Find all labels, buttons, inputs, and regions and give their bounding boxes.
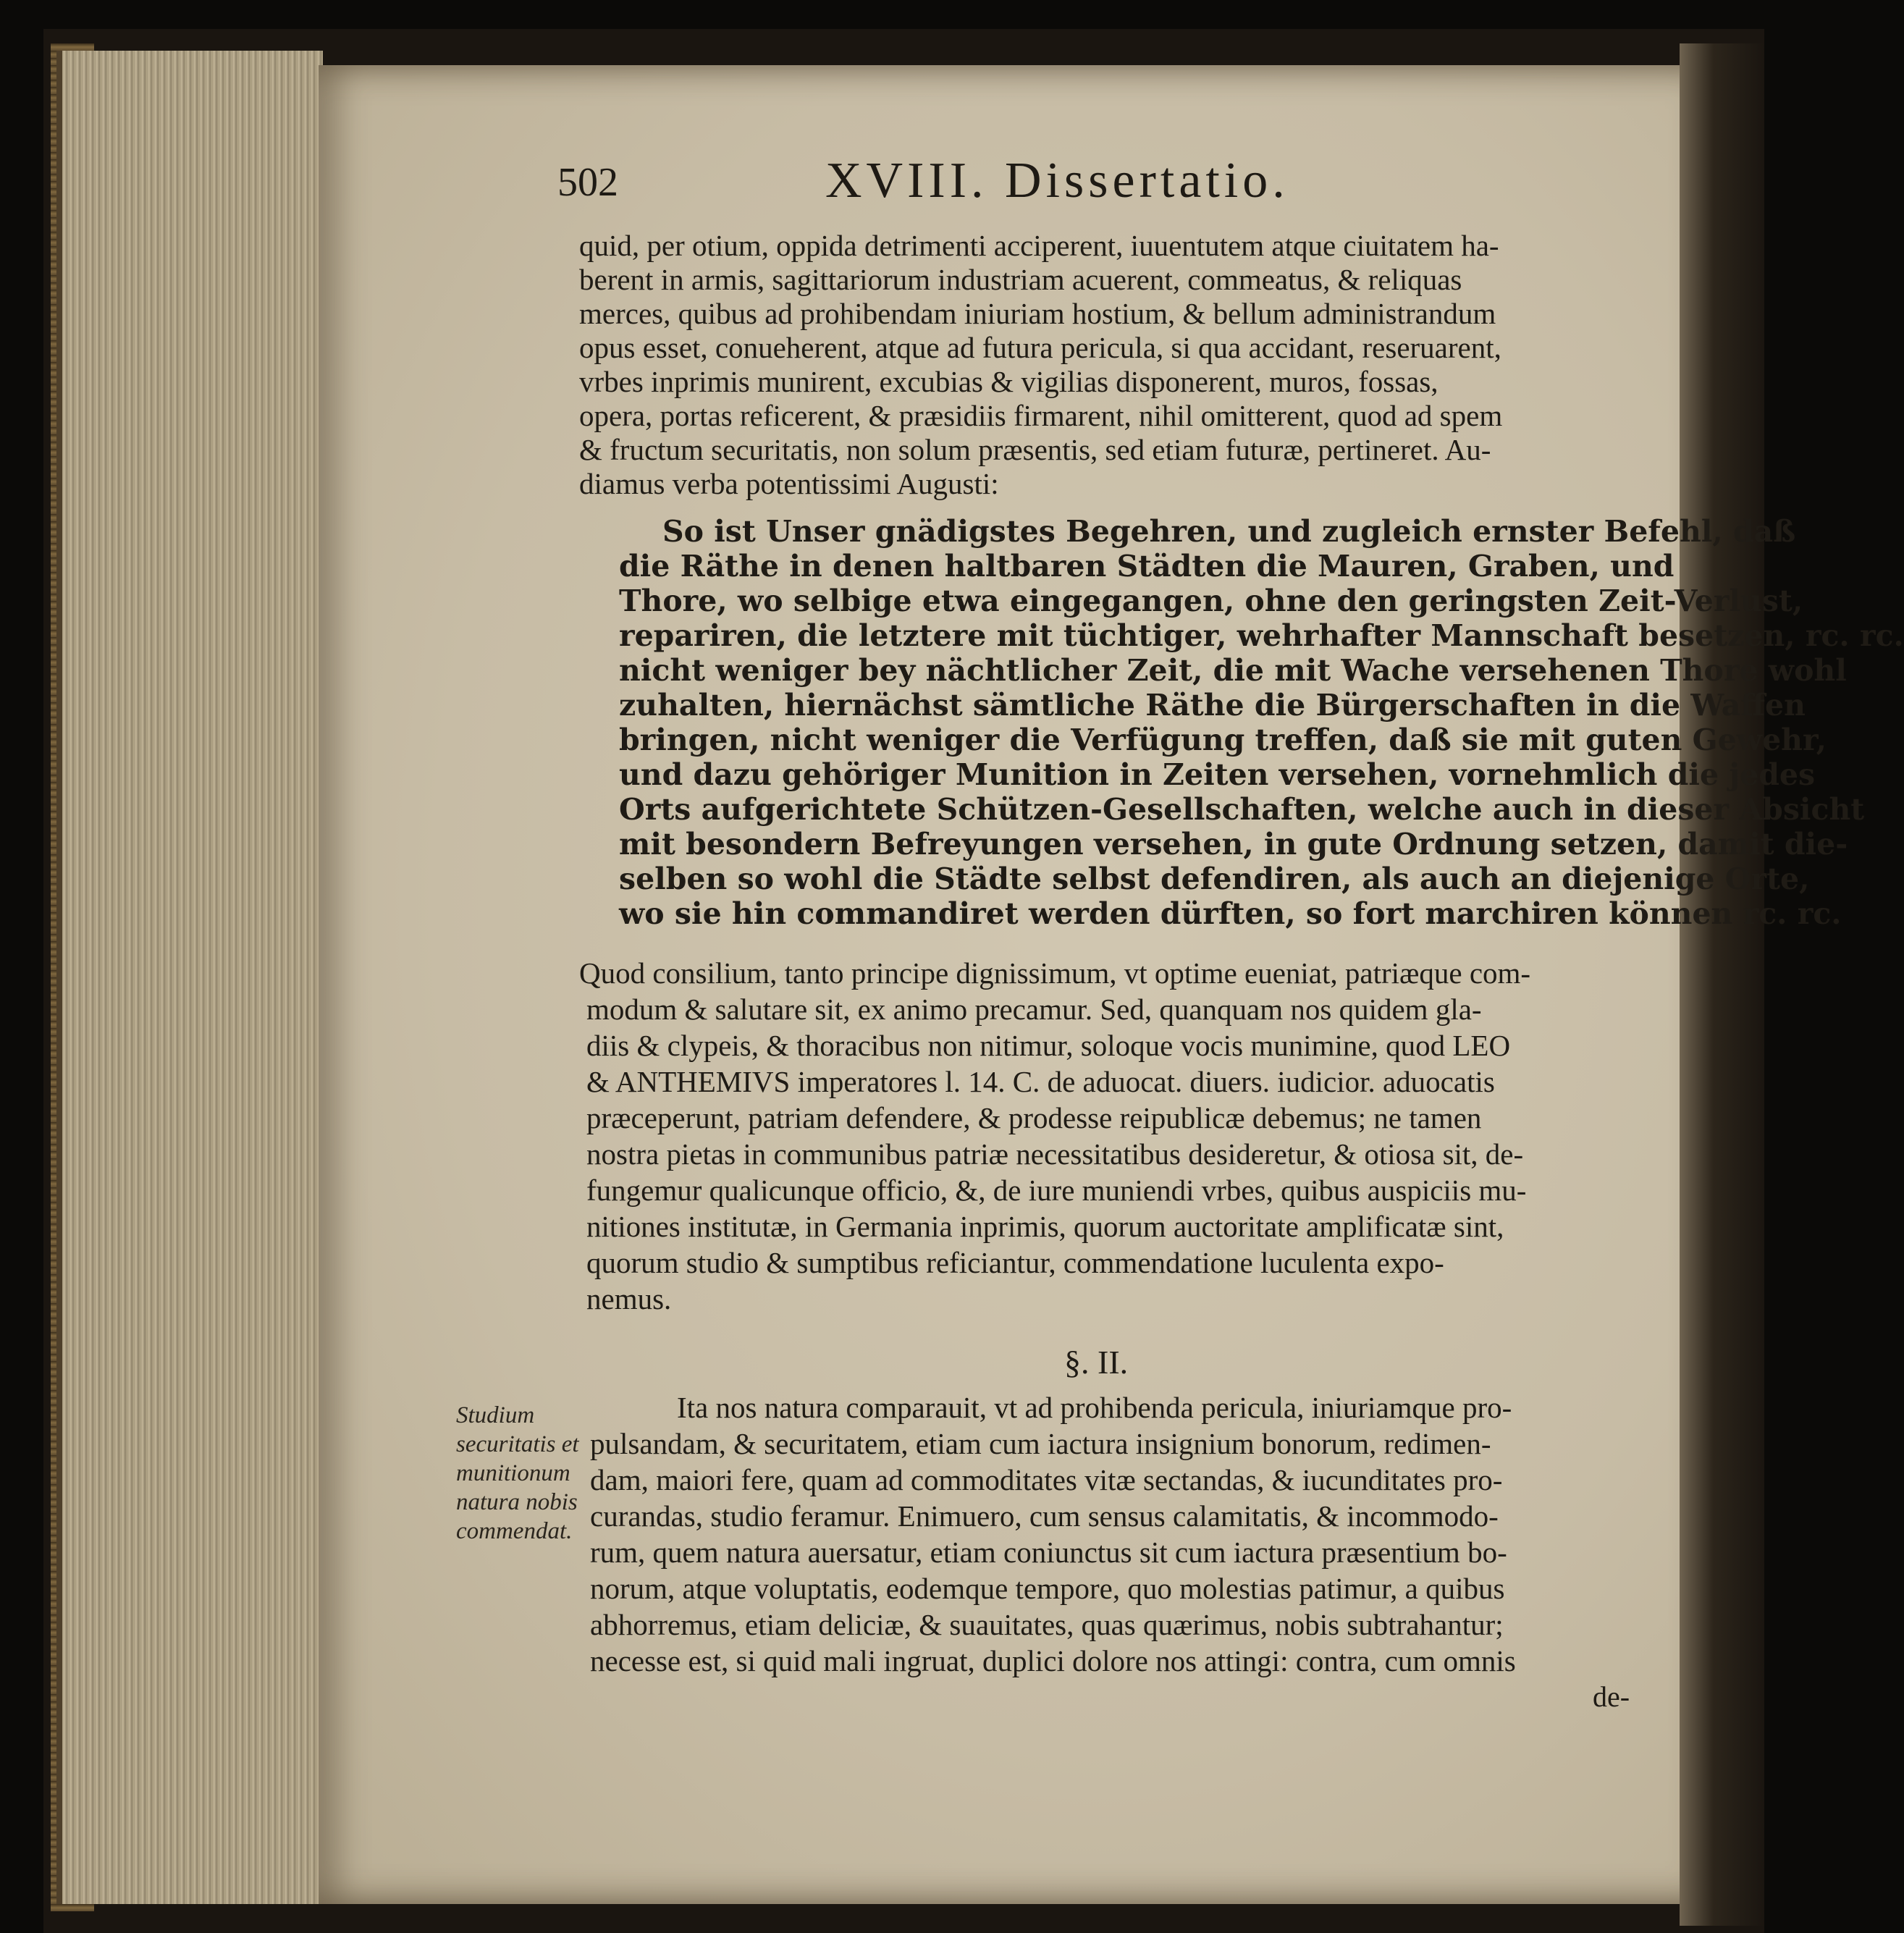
text-line: rum, quem natura auersatur, etiam coniunctus sit cum iactura præsentium bo- [590,1536,1507,1569]
text-line: vrbes inprimis munirent, excubias & vigilias disponerent, muros, fossas, [579,365,1438,398]
text-line: selben so wohl die Städte selbst defendiren, als auch an diejenige Orte, [619,862,1810,896]
margin-note-line: commendat. [456,1518,573,1544]
text-line: quorum studio & sumptibus reficiantur, commendatione luculenta expo- [586,1246,1444,1279]
text-line: So ist Unser gnädigstes Begehren, und zugleich ernster Befehl, daß [662,514,1796,549]
text-line: nemus. [586,1282,672,1315]
text-line: zuhalten, hiernächst sämtliche Räthe die Bürgerschaften in die Waffen [619,688,1806,723]
text-line: nicht weniger bey nächtlicher Zeit, die mit Wache versehenen Thore wohl [619,653,1847,688]
text-line: præceperunt, patriam defendere, & prodesse reipublicæ debemus; ne tamen [586,1101,1482,1134]
catchword: de- [1593,1680,1630,1713]
text-line: Ita nos natura comparauit, vt ad prohibenda pericula, iniuriamque pro- [677,1391,1512,1424]
text-line: diamus verba potentissimi Augusti: [579,467,999,500]
text-line: Quod consilium, tanto principe dignissimum, vt optime eueniat, patriæque com- [579,956,1531,990]
paragraph-2 [579,956,1636,1332]
margin-note-line: natura nobis [456,1489,578,1515]
page-header [557,152,1426,217]
section-heading: §. II. [1064,1344,1129,1381]
text-line: merces, quibus ad prohibendam iniuriam hostium, & bellum administrandum [579,297,1496,330]
text-line: Thore, wo selbige etwa eingegangen, ohne den geringsten Zeit-Verlust, [619,584,1803,618]
text-line: necesse est, si quid mali ingruat, duplici dolore nos attingi: contra, cum omnis [590,1644,1516,1677]
margin-note [456,1401,579,1546]
text-line: norum, atque voluptatis, eodemque tempore, quo molestias patimur, a quibus [590,1572,1505,1605]
paragraph-3 [590,1390,1640,1694]
text-line: bringen, nicht weniger die Verfügung treffen, daß sie mit guten Gewehr, [619,723,1827,757]
page-number: 502 [557,160,618,205]
text-line: und dazu gehöriger Munition in Zeiten versehen, vornehmlich die jedes [619,757,1816,792]
text-line: nitiones institutæ, in Germania inprimis, quorum auctoritate amplificatæ sint, [586,1210,1504,1243]
text-line: quid, per otium, oppida detrimenti acciperent, iuuentutem atque ciuitatem ha- [579,229,1499,262]
text-line: dam, maiori fere, quam ad commoditates vitæ sectandas, & iucunditates pro- [590,1463,1503,1496]
margin-note-line: securitatis et [456,1431,579,1457]
text-line: nostra pietas in communibus patriæ necessitatibus desideretur, & otiosa sit, de- [586,1137,1524,1171]
text-line: diis & clypeis, & thoracibus non nitimur, soloque vocis munimine, quod LEO [586,1029,1511,1062]
margin-note-line: Studium [456,1402,535,1428]
running-title: XVIII. Dissertatio. [825,153,1289,209]
text-line: repariren, die letztere mit tüchtiger, wehrhafter Mannschaft besetzen, rc. rc. [619,618,1904,653]
book-gutter [1680,43,1764,1926]
text-line: fungemur qualicunque officio, &, de iure muniendi vrbes, quibus auspiciis mu- [586,1174,1527,1207]
paragraph-1 [579,228,1636,518]
text-line: berent in armis, sagittariorum industriam acuerent, commeatus, & reliquas [579,263,1462,296]
text-line: die Räthe in denen haltbaren Städten die Mauren, Graben, und [619,549,1675,584]
text-line: wo sie hin commandiret werden dürften, so fort marchiren können rc. rc. [619,896,1842,931]
margin-note-line: munitionum [456,1460,570,1486]
text-line: & ANTHEMIVS imperatores l. 14. C. de aduocat. diuers. iudicior. aduocatis [586,1065,1495,1098]
text-line: curandas, studio feramur. Enimuero, cum sensus calamitatis, & incommodo- [590,1499,1499,1533]
text-line: opus esset, conueherent, atque ad futura pericula, si qua accidant, reseruarent, [579,331,1501,364]
text-line: abhorremus, etiam deliciæ, & suauitates, quas quærimus, nobis subtrahantur; [590,1608,1504,1641]
page-fore-edge [56,51,323,1904]
text-line: pulsandam, & securitatem, etiam cum iactura insignium bonorum, redimen- [590,1427,1491,1460]
text-line: opera, portas reficerent, & præsidiis firmarent, nihil omitterent, quod ad spem [579,399,1503,432]
text-line: mit besondern Befreyungen versehen, in gute Ordnung setzen, damit die- [619,827,1848,862]
text-line: & fructum securitatis, non solum præsentis, sed etiam futuræ, pertineret. Au- [579,433,1491,466]
text-line: modum & salutare sit, ex animo precamur. Sed, quanquam nos quidem gla- [586,993,1482,1026]
german-quote [619,514,1904,948]
text-line: Orts aufgerichtete Schützen-Gesellschaften, welche auch in dieser Absicht [619,792,1865,827]
